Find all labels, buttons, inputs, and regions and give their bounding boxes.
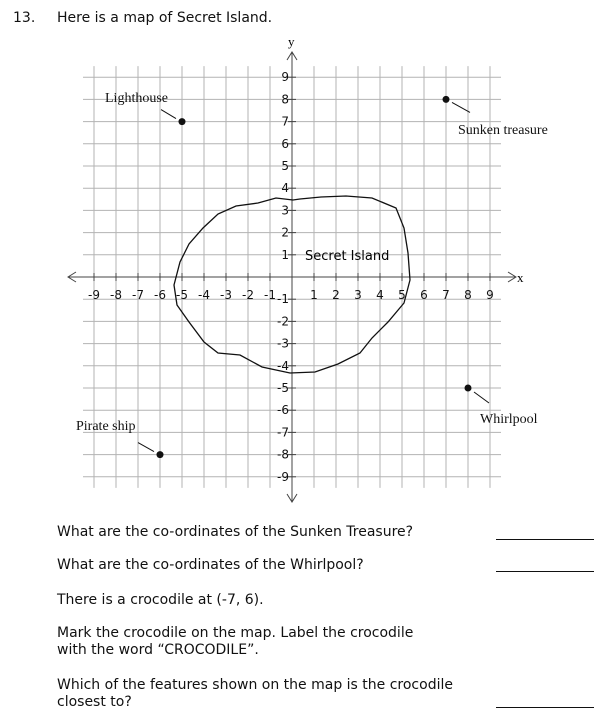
y-tick-label: -8: [277, 447, 289, 462]
y-tick-label: -1: [277, 292, 289, 307]
y-tick-label: 1: [281, 247, 289, 262]
lighthouse-point: [179, 118, 186, 125]
lighthouse-leader-line: [161, 110, 176, 119]
x-tick-label: -5: [176, 288, 188, 302]
question-whirlpool: What are the co-ordinates of the Whirlpool?: [57, 557, 364, 573]
y-tick-label: 2: [281, 225, 289, 240]
y-tick-label: -3: [277, 336, 289, 351]
x-tick-label: -4: [198, 288, 210, 302]
question-title: Here is a map of Secret Island.: [57, 10, 273, 26]
mark-crocodile-instruction-line2: with the word “CROCODILE”.: [57, 642, 259, 658]
y-axis-label: y: [288, 34, 295, 49]
y-tick-label: -9: [277, 469, 289, 484]
x-tick-label: 9: [486, 288, 494, 302]
x-tick-label: -3: [220, 288, 232, 302]
question-closest-feature-line2: closest to?: [57, 694, 132, 710]
y-tick-label: 3: [281, 203, 289, 218]
y-tick-label: -7: [277, 425, 289, 440]
question-number: 13.: [13, 10, 36, 26]
y-tick-label: 5: [281, 159, 289, 173]
pirate-ship-point: [157, 451, 164, 458]
mark-crocodile-instruction-line1: Mark the crocodile on the map. Label the crocodile: [57, 625, 414, 641]
y-tick-label: 9: [281, 70, 289, 85]
x-tick-label: 2: [332, 288, 340, 302]
x-tick-label: 8: [464, 288, 472, 302]
question-sunken-treasure: What are the co-ordinates of the Sunken Treasure?: [57, 524, 414, 540]
sunken-treasure-point: [443, 96, 450, 103]
whirlpool-point: [465, 385, 472, 392]
pirate-ship-leader-line: [138, 443, 154, 452]
x-tick-label: 3: [354, 288, 362, 302]
y-tick-label: 8: [281, 92, 289, 107]
x-tick-label: 4: [376, 288, 384, 302]
answer-line-closest-feature[interactable]: [496, 706, 594, 708]
x-tick-label: -9: [88, 288, 100, 302]
x-tick-label: 5: [398, 288, 406, 302]
x-tick-label: -7: [132, 288, 144, 302]
y-tick-label: 6: [281, 136, 289, 151]
x-tick-label: 7: [442, 288, 450, 302]
x-tick-label: 1: [310, 288, 318, 302]
pirate-ship-label: Pirate ship: [76, 419, 136, 434]
x-tick-label: -1: [264, 288, 276, 302]
whirlpool-leader-line: [474, 392, 489, 403]
x-tick-label: 6: [420, 288, 428, 302]
y-tick-label: -6: [277, 403, 289, 418]
lighthouse-label: Lighthouse: [105, 91, 168, 106]
sunken-treasure-label: Sunken treasure: [458, 123, 548, 138]
crocodile-statement: There is a crocodile at (-7, 6).: [57, 592, 264, 608]
y-tick-label: -4: [277, 358, 289, 373]
whirlpool-label: Whirlpool: [480, 412, 538, 427]
answer-line-sunken-treasure[interactable]: [496, 538, 594, 540]
x-tick-label: -8: [110, 288, 122, 302]
island-label: Secret Island: [305, 249, 390, 264]
y-tick-label: 4: [281, 181, 289, 196]
sunken-treasure-leader-line: [452, 102, 470, 112]
x-tick-label: -6: [154, 288, 166, 302]
answer-line-whirlpool[interactable]: [496, 570, 594, 572]
y-tick-label: -5: [277, 381, 289, 395]
x-axis-label: x: [517, 270, 524, 285]
map-features: [76, 91, 548, 458]
question-closest-feature-line1: Which of the features shown on the map is the crocodile: [57, 677, 453, 693]
x-tick-label: -2: [242, 288, 254, 302]
y-tick-label: 7: [281, 114, 289, 129]
y-tick-label: -2: [277, 314, 289, 329]
